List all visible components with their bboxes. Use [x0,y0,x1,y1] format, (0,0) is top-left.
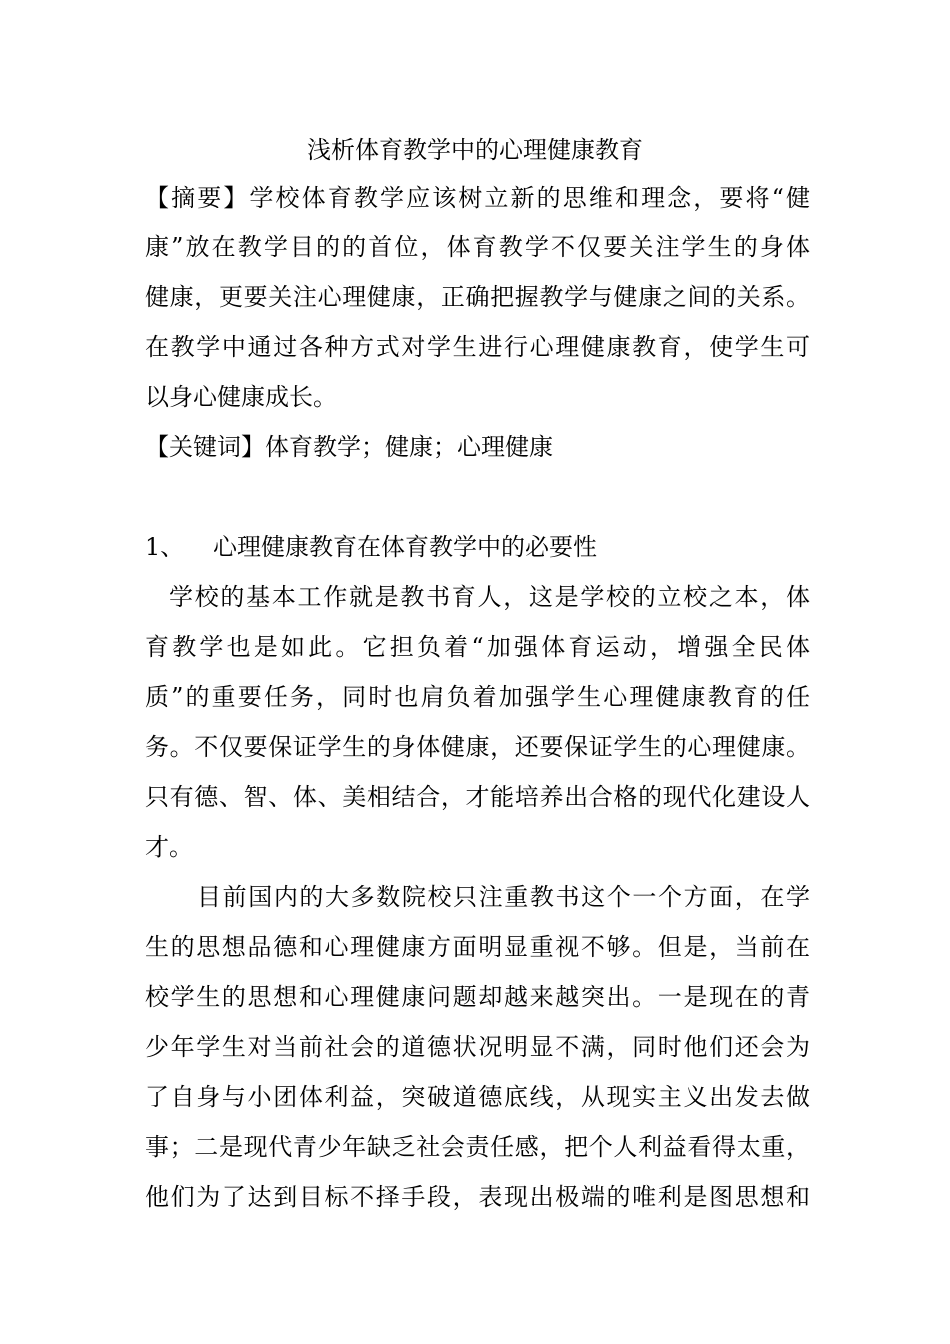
abstract-line: 在教学中通过各种方式对学生进行心理健康教育，使学生可 [145,333,810,361]
paragraph-line: 他们为了达到目标不择手段，表现出极端的唯利是图思想和 [145,1183,810,1211]
document-title: 浅析体育教学中的心理健康教育 [307,136,643,164]
paragraph-line: 目前国内的大多数院校只注重教书这个一个方面，在学 [197,883,810,911]
abstract-line: 康”放在教学目的的首位，体育教学不仅要关注学生的身体 [145,233,810,261]
abstract-line: 【摘要】学校体育教学应该树立新的思维和理念，要将“健 [145,184,810,212]
section-number: 1、 [145,533,185,561]
paragraph-line: 育教学也是如此。它担负着“加强体育运动，增强全民体 [145,633,810,661]
paragraph-line: 才。 [145,833,193,861]
paragraph-line: 只有德、智、体、美相结合，才能培养出合格的现代化建设人 [145,783,810,811]
paragraph-line: 事；二是现代青少年缺乏社会责任感，把个人利益看得太重， [145,1133,810,1161]
paragraph-line: 质”的重要任务，同时也肩负着加强学生心理健康教育的任 [145,683,810,711]
section-title: 心理健康教育在体育教学中的必要性 [213,533,597,561]
paragraph-line: 少年学生对当前社会的道德状况明显不满，同时他们还会为 [145,1033,810,1061]
section-heading [145,529,597,565]
keywords-line: 【关键词】体育教学；健康；心理健康 [145,433,553,461]
paragraph-line: 校学生的思想和心理健康问题却越来越突出。一是现在的青 [145,983,810,1011]
abstract-line: 健康，更要关注心理健康，正确把握教学与健康之间的关系。 [145,283,810,311]
paragraph-line: 了自身与小团体利益，突破道德底线，从现实主义出发去做 [145,1083,810,1111]
abstract-line: 以身心健康成长。 [145,383,337,411]
paragraph-line: 学校的基本工作就是教书育人，这是学校的立校之本，体 [169,583,810,611]
paragraph-line: 务。不仅要保证学生的身体健康，还要保证学生的心理健康。 [145,733,810,761]
paragraph-line: 生的思想品德和心理健康方面明显重视不够。但是，当前在 [145,933,810,961]
